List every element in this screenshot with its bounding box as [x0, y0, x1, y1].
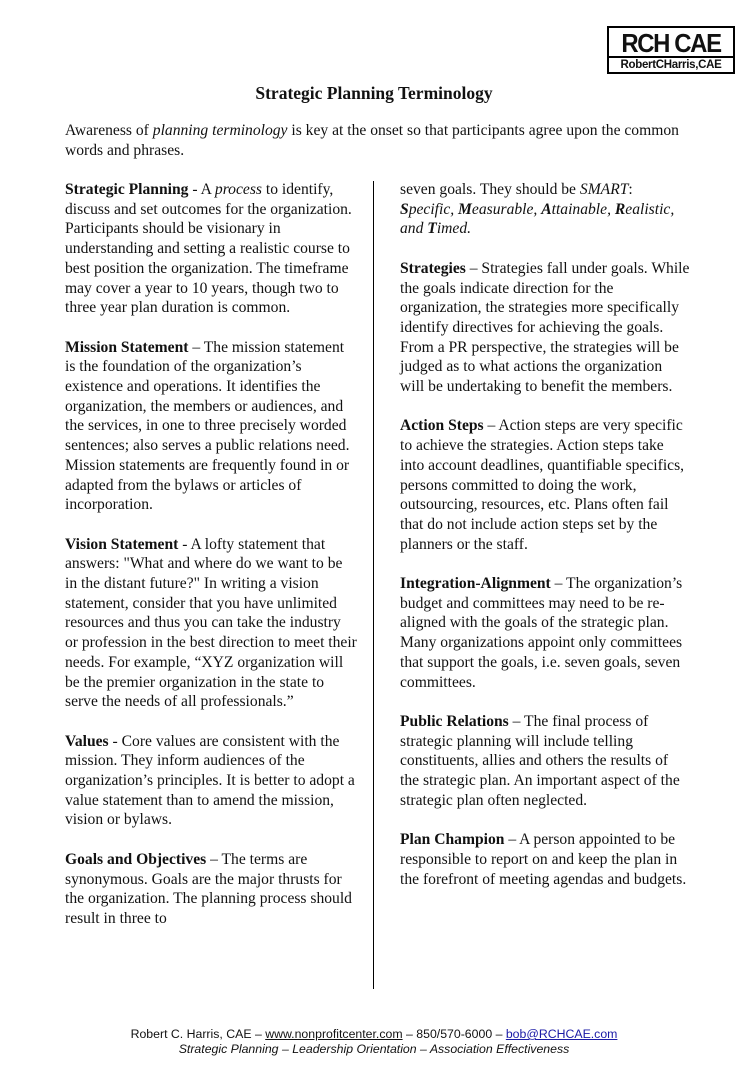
page-footer: [0, 1027, 748, 1057]
right-column: [400, 180, 690, 909]
goals-continued-text: seven goals. They should be: [400, 181, 580, 198]
smart-letter-a: A: [541, 200, 552, 218]
entry-action-steps: [400, 416, 690, 554]
strategic-planning-text-b: to identify, discuss and set outcomes for the organization. Participants should be visionary in understanding and setting a realistic course to best position the organization. The timeframe may cover a year to 10 years, though two to three year plan duration is common.: [65, 181, 352, 317]
smart-letter-s: S: [400, 200, 409, 218]
entry-plan-champion: [400, 830, 690, 889]
smart-letter-t: T: [427, 220, 437, 238]
integration-alignment-definition: – The organization’s budget and committees may need to be re-aligned with the goals of the strategic plan. Many organizations appoint only committees that support the goals, i.e. seven goals, seven committees.: [400, 575, 683, 691]
mission-statement-definition: – The mission statement is the foundation of the organization’s existence and operations. It identifies the organization, the members or audiences, and the services, in one to three precisely worded sentences; also serves a public relations need. Mission statements are frequently found in or adapted from the bylaws or articles of incorporation.: [65, 338, 350, 514]
term-public-relations: Public Relations: [400, 712, 509, 730]
entry-strategic-planning: [65, 180, 357, 318]
entry-mission-statement: [65, 338, 357, 515]
term-vision-statement: Vision Statement: [65, 535, 179, 553]
term-goals-objectives: Goals and Objectives: [65, 850, 207, 868]
intro-paragraph: [65, 121, 695, 161]
smart-colon: :: [628, 181, 633, 198]
term-action-steps: Action Steps: [400, 417, 484, 435]
footer-author: Robert C. Harris, CAE –: [130, 1027, 266, 1041]
plan-champion-definition: – A person appointed to be responsible to report on and keep the plan in the forefront of meeting agendas and budgets.: [400, 831, 687, 888]
term-strategic-planning: Strategic Planning: [65, 181, 189, 198]
intro-emphasis: planning terminology: [152, 122, 288, 139]
smart-word-realistic: ealistic, and: [400, 200, 675, 238]
page-title: Strategic Planning Terminology: [255, 83, 493, 103]
public-relations-definition: – The final process of strategic planning will include telling constituents, allies and others the results of the strategic plan. An important aspect of the strategic plan often neglected.: [400, 712, 680, 809]
intro-text-end: is key at the onset so that participants agree upon the common words and phrases.: [65, 122, 679, 159]
logo-wordmark: RCH CAE: [621, 28, 721, 58]
entry-goals-objectives: [65, 850, 357, 929]
strategies-definition: – Strategies fall under goals. While the goals indicate direction for the organization, the strategies more specifically identify directives for achieving the goals. From a PR perspective, the strategies will be judged as to what actions the organization will be undertaking to benefit the members.: [400, 259, 690, 396]
smart-letter-r: R: [614, 200, 626, 218]
footer-contact-line: [0, 1027, 748, 1042]
left-column: [65, 180, 357, 948]
smart-letter-m: M: [458, 200, 472, 218]
smart-word-timed: imed.: [436, 220, 472, 238]
vision-statement-definition: - A lofty statement that answers: "What and where do we want to be in the distant future?" In writing a vision statement, consider that you have unlimited resources and thus you can take the industry or profession in the best direction to meet their needs. For example, “XYZ organization will be the premier organization in the state to serve the needs of all professionals.”: [65, 535, 357, 711]
term-values: Values: [65, 732, 109, 750]
goals-objectives-definition: – The terms are synonymous. Goals are the major thrusts for the organization. The planning process should result in three to: [65, 850, 352, 927]
entry-values: [65, 732, 357, 831]
smart-word-attainable: ttainable,: [551, 200, 611, 218]
term-plan-champion: Plan Champion: [400, 831, 505, 849]
intro-text-start: Awareness of: [65, 122, 153, 139]
footer-phone: – 850/570-6000 –: [402, 1027, 506, 1041]
term-strategies: Strategies: [400, 259, 466, 277]
values-definition: - Core values are consistent with the mission. They inform audiences of the organization’s principles. It is better to adopt a value statement than to amend the mission, vision or bylaws.: [65, 732, 355, 829]
goals-objectives-continued: [400, 180, 690, 239]
smart-word-specific: pecific,: [408, 200, 459, 218]
strategic-planning-emphasis: process: [214, 181, 262, 198]
footer-tagline: Strategic Planning – Leadership Orientation – Association Effectiveness: [178, 1042, 570, 1056]
entry-public-relations: [400, 712, 690, 811]
smart-word-measurable: easurable,: [471, 200, 542, 218]
footer-website-link[interactable]: www.nonprofitcenter.com: [265, 1027, 403, 1041]
entry-strategies: [400, 259, 690, 397]
entry-vision-statement: [65, 535, 357, 712]
term-mission-statement: Mission Statement: [65, 338, 189, 356]
logo-subtitle: RobertCHarris,CAE: [609, 56, 733, 72]
smart-acronym: SMART: [579, 181, 629, 198]
footer-email-link[interactable]: bob@RCHCAE.com: [505, 1027, 618, 1041]
rch-cae-logo: [607, 26, 735, 74]
entry-integration-alignment: [400, 574, 690, 692]
strategic-planning-text-a: - A: [188, 181, 215, 198]
column-divider: [373, 181, 374, 989]
term-integration-alignment: Integration-Alignment: [400, 575, 551, 593]
action-steps-definition: – Action steps are very specific to achieve the strategies. Action steps take into account deadlines, quantifiable specifics, persons committed to doing the work, outsourcing, resources, etc. Plans often fail that do not include action steps set by the planners or the staff.: [400, 417, 685, 553]
